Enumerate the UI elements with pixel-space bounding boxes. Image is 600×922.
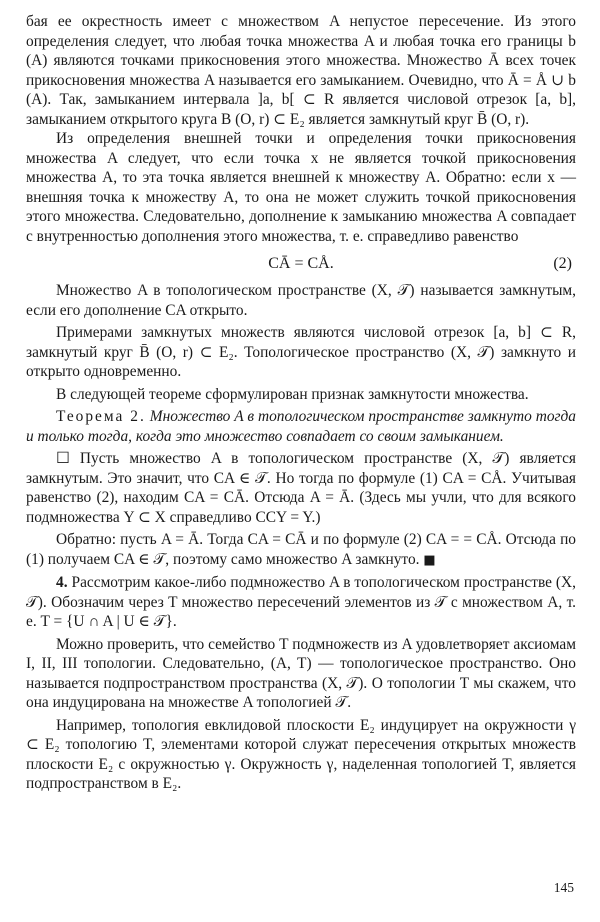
- page-number: 145: [553, 880, 574, 895]
- theorem-statement: Множество A в топологическом пространстве замкнуто тогда и только тогда, когда это множество совпадает со своим замыканием.: [26, 408, 576, 445]
- proof-end-text: Обратно: пусть A = Ā. Тогда CA = CĀ и по формуле (2) CA = = CÅ. Отсюда по (1) получаем CA ∈ 𝒯, поэтому само множество A замкнуто.: [26, 531, 576, 568]
- paragraph-subspace: Можно проверить, что семейство T подмножеств из A удовлетворяет аксиомам I, II, III топологии. Следовательно, (A, T) — топологическое пространство. Оно называется подпространством пространства (X, 𝒯). О топологии T мы скажем, что она индуцирована на множестве A топологией 𝒯.: [26, 635, 576, 711]
- proof-start: ☐ Пусть множество A в топологическом пространстве (X, 𝒯) является замкнутым. Это значит, что CA ∈ 𝒯. Но тогда по формуле (1) CA = CÅ. Учитывая равенство (2), находим CA = CĀ. Отсюда A = Ā. (Здесь мы учли, что для всякого подмножества Y ⊂ X справедливо CCY = Y.): [26, 450, 576, 526]
- formula-expression: CĀ = CÅ.: [268, 255, 334, 272]
- theorem-2: [26, 407, 576, 446]
- page-body: [26, 12, 576, 794]
- proof-end-mark: ■: [423, 552, 436, 568]
- theorem-label: Теорема 2.: [56, 408, 146, 425]
- formula-number: (2): [553, 255, 572, 272]
- paragraph-example-circle: Например, топология евклидовой плоскости E₂ индуцирует на окружности γ ⊂ E₂ топологию T, элементами которой служат пересечения открытых множеств плоскости E₂ с окружностью γ. Окружность γ, наделенная топологией T, является подпространством в E₂.: [26, 716, 576, 792]
- section-4: [26, 573, 576, 632]
- proof-end: [26, 530, 576, 570]
- paragraph-closed-examples: Примерами замкнутых множеств являются числовой отрезок [a, b] ⊂ R, замкнутый круг B̄ (O, r) ⊂ E₂. Топологическое пространство (X, 𝒯) замкнуто и открыто одновременно.: [26, 324, 576, 380]
- section-number: 4.: [56, 574, 68, 591]
- formula-2: [26, 252, 576, 276]
- paragraph-theorem-intro: В следующей теореме сформулирован признак замкнутости множества.: [56, 385, 529, 403]
- section-4-text: Рассмотрим какое-либо подмножество A в топологическом пространстве (X, 𝒯). Обозначим через T множество пересечений элементов из 𝒯 с множеством A, т. е. T = {U ∩ A | U ∈ 𝒯}.: [26, 574, 576, 630]
- paragraph-closure-definition: бая ее окрестность имеет с множеством A непустое пересечение. Из этого определения следует, что любая точка множества A и любая точка его границы b (A) являются точками прикосновения этого множества. Множество Ā всех точек прикосновения множества A называется его замыканием. Очевидно, что Ā = Å ∪ b (A). Так, замыканием интервала ]a, b[ ⊂ R является числовой отрезок [a, b], замыканием открытого круга B (O, r) ⊂ E₂ является замкнутый круг B̄ (O, r).: [26, 13, 576, 128]
- paragraph-closed-set-definition: Множество A в топологическом пространстве (X, 𝒯) называется замкнутым, если его дополнение CA открыто.: [26, 282, 576, 319]
- paragraph-exterior-points: Из определения внешней точки и определения точки прикосновения множества A следует, что если точка x не является точкой прикосновения множества A, то эта точка является внешней к множеству A. Обратно: если x — внешняя точка к множеству A, то она не может служить точкой прикосновения этого множества. Следовательно, дополнение к замыканию множества A совпадает с внутренностью дополнения этого множества, т. е. справедливо равенство: [26, 130, 576, 245]
